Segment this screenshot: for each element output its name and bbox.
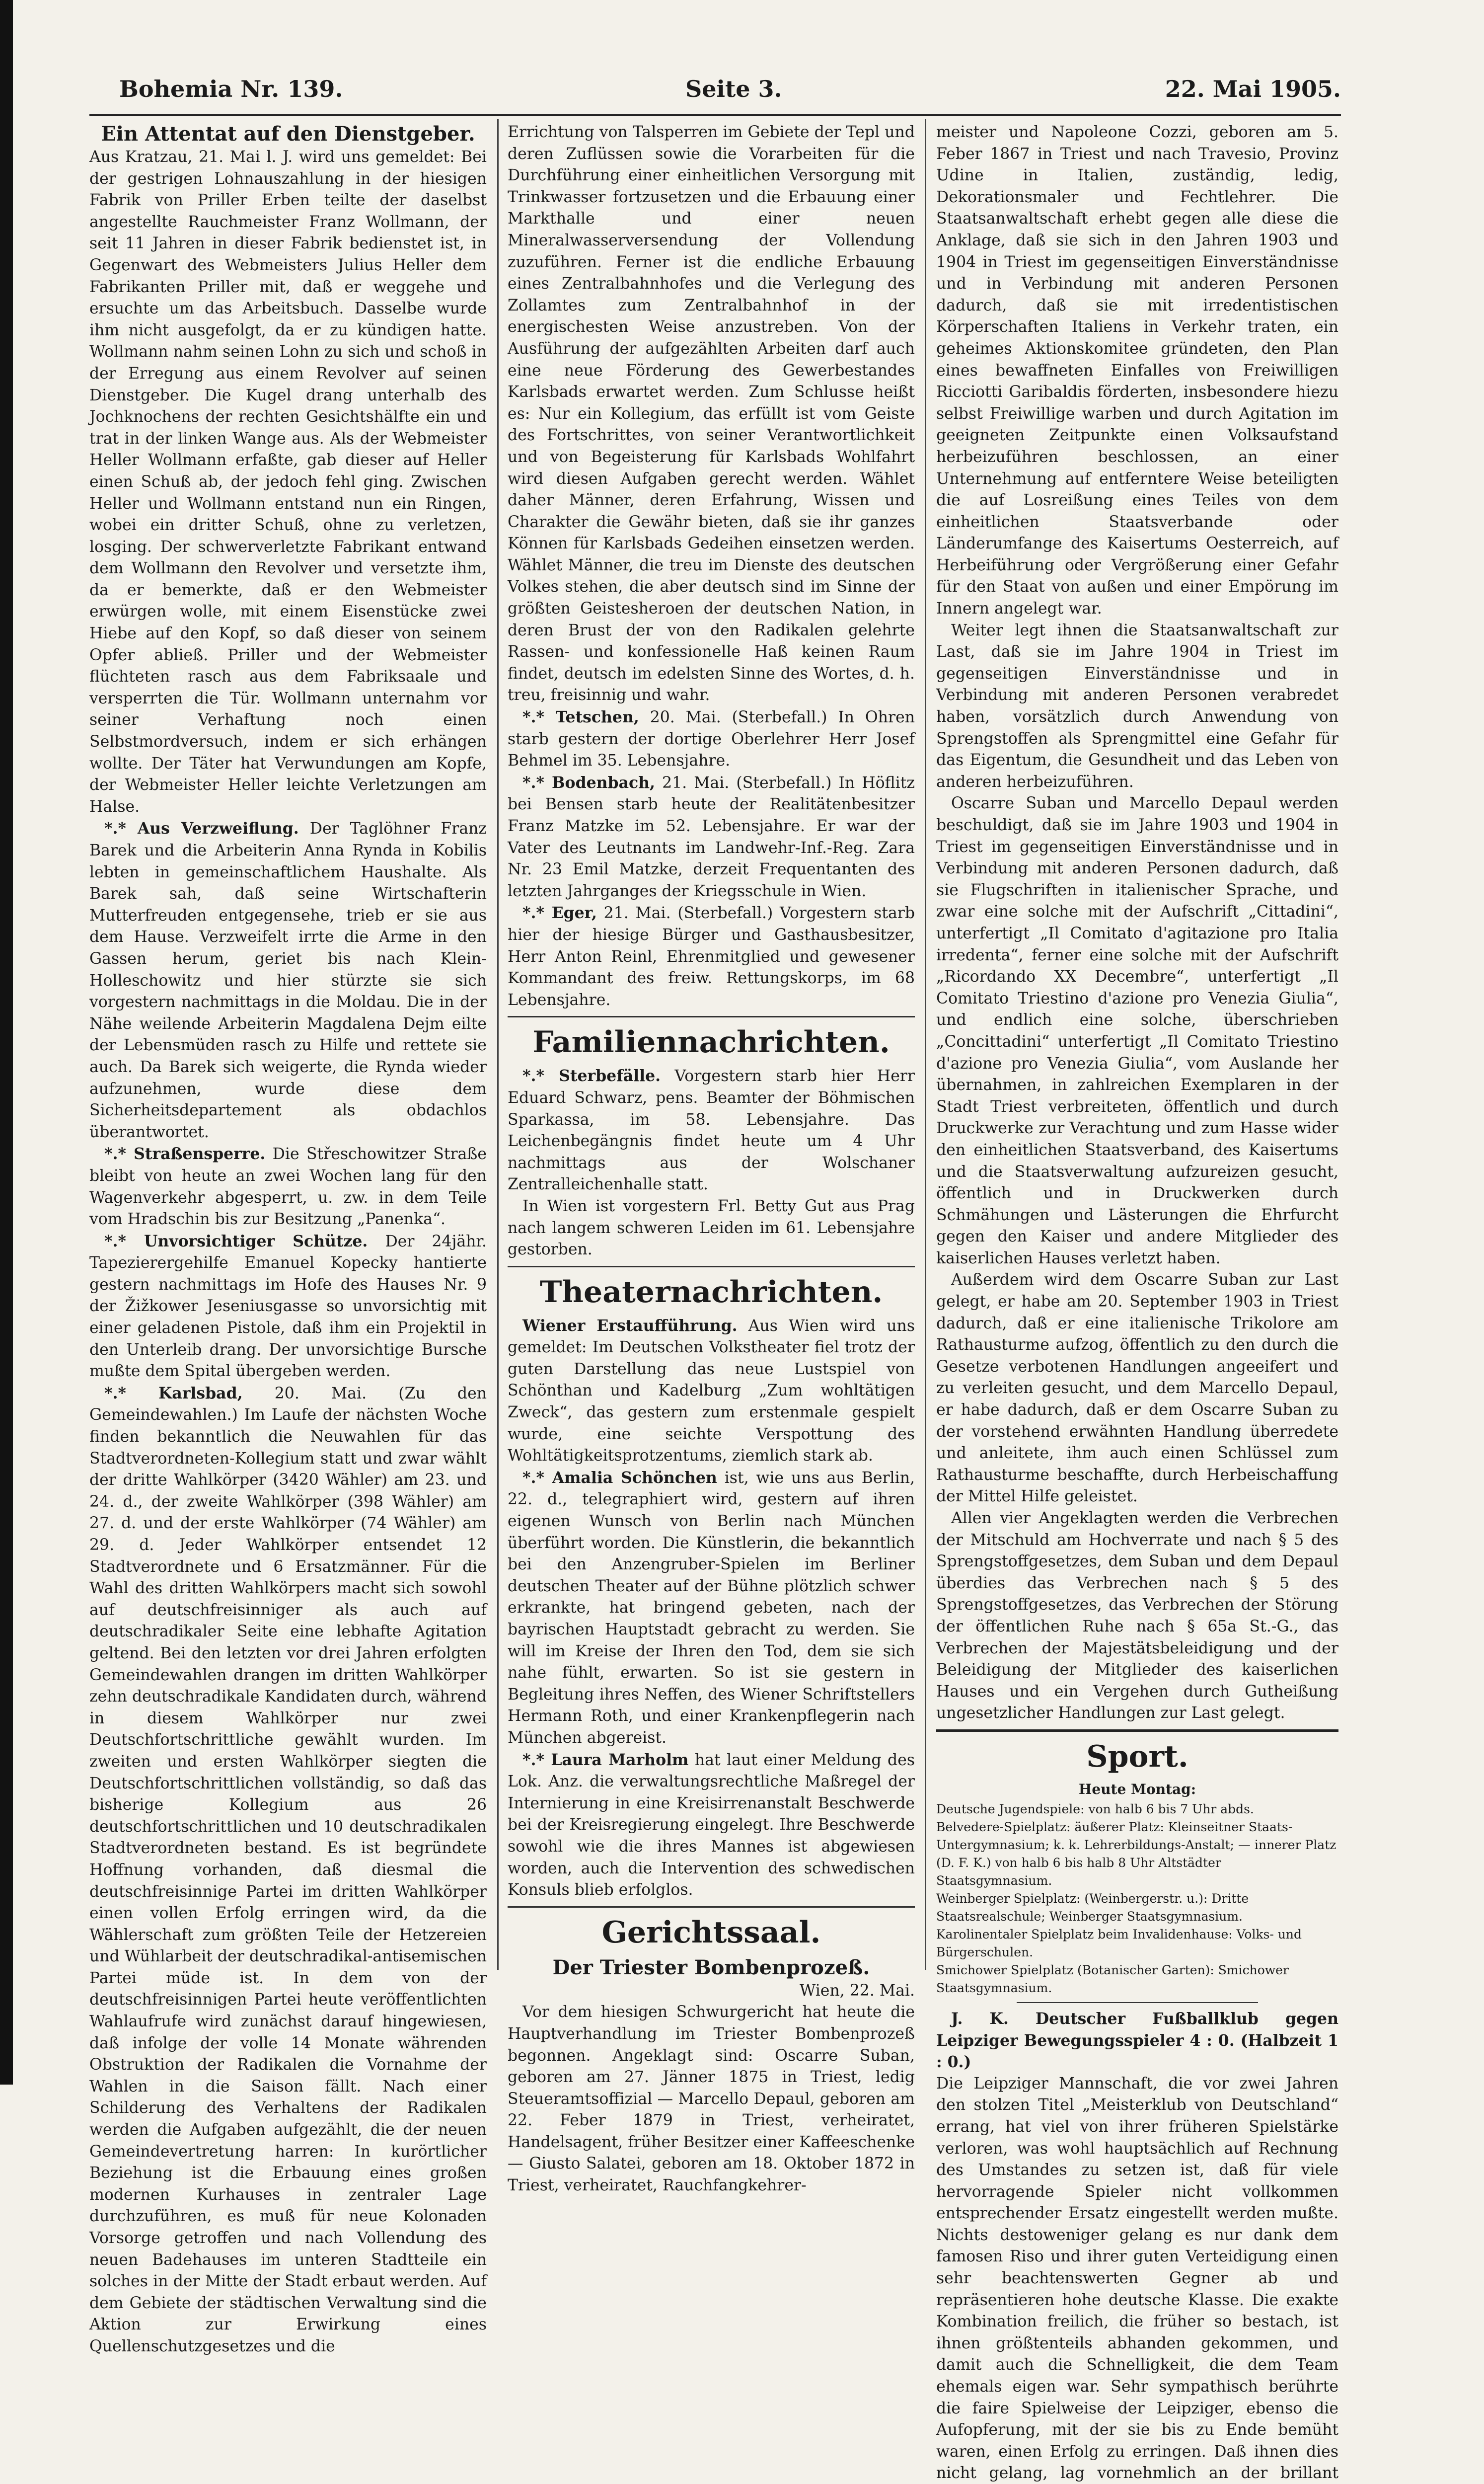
section-rule (508, 1016, 915, 1017)
article-text: hat laut einer Meldung des Lok. Anz. die verwaltungsrechtliche Maßregel der Internierung in eine Kreisirrenanstalt Beschwerde bei der Kreisregierung eingelegt. Ihre Beschwerde sowohl wie die ihres Mannes ist abgewiesen worden, auch die Intervention des schwedischen Konsuls blieb erfolglos. (508, 1751, 915, 1899)
page-header (119, 76, 1341, 110)
article-text: In Wien ist vorgestern Frl. Betty Gut aus Prag nach langem schweren Leiden im 61. Lebensjahre gestorben. (508, 1197, 915, 1259)
article: *.* Aus Verzweiflung. Der Taglöhner Franz Barek und die Arbeiterin Anna Rynda in Kobilis lebten in gemeinschaftlichem Haushalte. Als Barek sah, daß seine Wirtschafterin Mutterfreuden entgegensehe, trieb er sie aus dem Hause. Verzweifelt irrte die Arme in den Gassen herum, geriet bis nach Klein-Holleschowitz und hier stürzte sie sich vorgestern nachmittags in die Moldau. Die in der Nähe weilende Arbeiterin Magdalena Dejm eilte der Lebensmüden rasch zu Hilfe und rettete sie auch. Da Barek sich weigerte, die Rynda wieder aufzunehmen, wurde diese dem Sicherheitsdepartement als obdachlos überantwortet. (89, 819, 487, 1141)
article-title: Der Triester Bombenprozeß. (552, 1955, 870, 1979)
article-text: Die Střeschowitzer Straße bleibt von heute an zwei Wochen lang für den Wagenverkehr abgesperrt, u. zw. in dem Teile vom Hradschin bis zur Besitzung „Panenka“. (89, 1145, 487, 1229)
article-title: Aus Verzweiflung. (137, 819, 299, 838)
article: *.* Amalia Schönchen ist, wie uns aus Berlin, 22. d., telegraphiert wird, gestern auf ihren eigenen Wunsch von Berlin nach München überführt worden. Die Künstlerin, die bekanntlich bei den Anzengruber-Spielen im Berliner deutschen Theater auf der Bühne plötzlich schwer erkrankte, hat bringend gebeten, nach der bayrischen Hauptstadt gebracht zu werden. Sie will im Kreise der Ihren den Tod, dem sie sich nahe fühlt, erwarten. So ist sie gestern in Begleitung ihres Neffen, des Wiener Schriftstellers Hermann Roth, und einer Krankenpflegerin nach München abgereist. (508, 1468, 915, 1747)
article-text: 21. Mai. (Sterbefall.) In Höflitz bei Bensen starb heute der Realitätenbesitzer Franz Matzke im 52. Lebensjahre. Er war der Vater des Leutnants im Landwehr-Inf.-Reg. Zara Nr. 23 Emil Matzke, derzeit Frequentanten des letzten Jahrganges der Kriegsschule in Wien. (508, 774, 915, 900)
section-rule (508, 1266, 915, 1267)
article-title: Straßensperre. (134, 1145, 266, 1164)
header-issue: Bohemia Nr. 139. (119, 76, 343, 102)
article-text: Aus Kratzau, 21. Mai l. J. wird uns gemeldet: Bei der gestrigen Lohnauszahlung in der hiesigen Fabrik von Priller Erben teilte der daselbst angestellte Rauchmeister Franz Wollmann, der seit 11 Jahren in dieser Fabrik bedienstet ist, in Gegenwart des Webmeisters Julius Heller dem Fabrikanten Priller mit, daß er weggehe und ersuchte um das Arbeitsbuch. Dasselbe wurde ihm nicht ausgefolgt, da er zu kündigen hatte. Wollmann nahm seinen Lohn zu sich und schoß in der Erregung aus einem Revolver auf seinen Dienstgeber. Die Kugel drang unterhalb des Jochknochens der rechten Gesichtshälfte ein und trat in der linken Wange aus. Als der Webmeister Heller Wollmann erfaßte, gab dieser auf Heller einen Schuß ab, der jedoch fehl ging. Zwischen Heller und Wollmann entstand nun ein Ringen, wobei ein dritter Schuß, ohne zu verletzen, losging. Der schwerverletzte Fabrikant entwand dem Wollmann den Revolver und versetzte ihm, da er bemerkte, daß er den Webmeister erwürgen wolle, mit einem Eisenstücke zwei Hiebe auf den Kopf, so daß dieser von seinem Opfer abließ. Priller und der Webmeister flüchteten rasch aus dem Fabriksaale und versperrten die Tür. Wollmann unternahm vor seiner Verhaftung noch einen Selbstmordversuch, indem er sich erhängen wollte. Der Täter hat Verwundungen am Kopfe, der Webmeister Heller leichte Verletzungen am Halse. (89, 148, 487, 816)
book-spine (0, 0, 13, 2085)
article-title: J. K. Deutscher Fußballklub gegen Leipziger Bewegungsspieler 4 : 0. (Halbzeit 1 : 0.) (936, 2009, 1338, 2072)
section-rule (936, 1729, 1338, 1732)
section-rule (508, 1906, 915, 1908)
column-divider (925, 119, 926, 1970)
section-heading: Sport. (1086, 1739, 1188, 1774)
section-heading: Gerichtssaal. (601, 1915, 821, 1950)
article-title: Ein Attentat auf den Dienstgeber. (101, 122, 475, 146)
article-title: Tetschen, (555, 708, 639, 727)
article-text: Aus Wien wird uns gemeldet: Im Deutschen Volkstheater fiel trotz der guten Darstellung das neue Lustspiel von Schönthan und Kadelburg „Zum wohltätigen Zweck“, das gestern zum erstenmale gespielt wurde, eine seichte Verspottung des Wohltätigkeitsprotzentums, ziemlich stark ab. (508, 1317, 915, 1465)
article: *.* Eger, 21. Mai. (Sterbefall.) Vorgestern starb hier der hiesige Bürger und Gasthausbesitzer, Herr Anton Reinl, Ehrenmitglied und gewesener Kommandant des freiw. Rettungskorps, im 68 Lebensjahre. (508, 904, 915, 1009)
article-title: Amalia Schönchen (552, 1468, 717, 1487)
schedule-item: Belvedere-Spielplatz: äußerer Platz: Kleinseitner Staats-Untergymnasium; k. k. Lehrerbildungs-Anstalt; — innerer Platz (D. F. K.) von halb 6 bis halb 8 Uhr Altstädter Staatsgymnasium. (936, 1819, 1336, 1888)
schedule-item: Weinberger Spielplatz: (Weinbergerstr. u.): Dritte Staatsrealschule; Weinberger Staatsgymnasium. (936, 1891, 1249, 1924)
article-text: Weiter legt ihnen die Staatsanwaltschaft zur Last, daß sie im Jahre 1904 in Triest im gegenseitigen Einverständnisse und in Verbindung mit anderen Personen verabredet haben, vorsätzlich durch Anwendung von Sprengstoffen als Sprengmittel eine Gefahr für das Eigentum, die Gesundheit und das Leben von anderen herbeizuführen. (936, 621, 1338, 791)
column-1 (89, 122, 487, 2355)
header-rule (89, 114, 1341, 116)
article-title: Wiener Erstaufführung. (522, 1316, 738, 1335)
column-2 (508, 122, 915, 2195)
article-text: Allen vier Angeklagten werden die Verbrechen der Mitschuld am Hochverrate und nach § 5 des Sprengstoffgesetzes, dem Suban und dem Depaul überdies das Verbrechen nach § 5 des Sprengstoffgesetzes, das Verbrechen der Störung der öffentlichen Ruhe nach § 65a St.-G., das Verbrechen der Majestätsbeleidigung und der Beleidigung der Mitglieder des kaiserlichen Hauses und ein Vergehen durch Gutheißung ungesetzlicher Handlungen zur Last gelegt. (936, 1509, 1338, 1722)
article-title: Karlsbad, (158, 1384, 243, 1402)
sport-subheading: Heute Montag: (1078, 1781, 1196, 1797)
schedule-item: Smichower Spielplatz (Botanischer Garten): Smichower Staatsgymnasium. (936, 1962, 1289, 1995)
article-text: Vorgestern starb hier Herr Eduard Schwarz, pens. Beamter der Böhmischen Sparkassa, im 58. Lebensjahre. Das Leichenbegängnis findet heute um 4 Uhr nachmittags aus der Wolschaner Zentralleichenhalle statt. (508, 1067, 915, 1194)
article-text: ist, wie uns aus Berlin, 22. d., telegraphiert wird, gestern auf ihren eigenen Wunsch von Berlin nach München überführt worden. Die Künstlerin, die bekanntlich bei den Anzengruber-Spielen im Berliner deutschen Theater auf der Bühne plötzlich schwer erkrankte, hat bringend gebeten, nach der bayrischen Hauptstadt gebracht zu werden. Sie will im Kreise der Ihren den Tod, dem sie sich nahe fühlt, erwarten. So ist sie gestern in Begleitung ihres Neffen, des Wiener Schriftstellers Hermann Roth, und einer Krankenpflegerin nach München abgereist. (508, 1469, 915, 1747)
article: *.* Tetschen, 20. Mai. (Sterbefall.) In Ohren starb gestern der dortige Oberlehrer Herr Josef Behmel im 35. Lebensjahre. (508, 708, 915, 770)
article: *.* Karlsbad, 20. Mai. (Zu den Gemeindewahlen.) Im Laufe der nächsten Woche finden bekanntlich die Neuwahlen für das Stadtverordneten-Kollegium statt und zwar wählt der dritte Wahlkörper (3420 Wähler) am 23. und 24. d., der zweite Wahlkörper (398 Wähler) am 27. d. und der erste Wahlkörper (74 Wähler) am 29. d. Jeder Wahlkörper entsendet 12 Stadtverordnete und 6 Ersatzmänner. Für die Wahl des dritten Wahlkörpers macht sich sowohl auf deutschfreisinniger als auch auf deutschradikaler Seite eine lebhafte Agitation geltend. Bei den letzten vor drei Jahren erfolgten Gemeindewahlen drangen im dritten Wahlkörper zehn deutschradikale Kandidaten durch, während in diesem Wahlkörper nur zwei Deutschfortschrittliche gewählt wurden. Im zweiten und ersten Wahlkörper siegten die Deutschfortschrittlichen vollständig, so daß das bisherige Kollegium aus 26 deutschfortschrittlichen und 10 deutschradikalen Stadtverordneten bestand. Es ist begründete Hoffnung vorhanden, daß diesmal die deutschfreisinnige Partei im dritten Wahlkörper einen vollen Erfolg erringen wird, da die Wählerschaft zum größten Teile der Hetzereien und Wühlarbeit der deutschradikal-antisemischen Partei müde ist. In dem von der deutschfreisinnigen Partei heute veröffentlichten Wahlaufrufe wird zunächst darauf hingewiesen, daß infolge der volle 14 Monate währenden Obstruktion der Radikalen die Vornahme der Wahlen in die Saison fällt. Nach einer Schilderung des Verhaltens der Radikalen werden die Aufgaben aufgezählt, die der neuen Gemeindevertretung harren: In kurörtlicher Beziehung ist die Erbauung eines großen modernen Kurhauses in zentraler Lage durchzuführen, es muß für neue Kolonaden Vorsorge getroffen und nach Vollendung des neuen Badehauses im unteren Stadtteile ein solches in der Mitte der Stadt erbaut werden. Auf dem Gebiete der städtischen Verwaltung sind die Aktion zur Erwirkung eines Quellenschutzgesetzes und die (89, 1384, 487, 2355)
article-title: Bodenbach, (551, 773, 656, 792)
article: *.* Bodenbach, 21. Mai. (Sterbefall.) In Höflitz bei Bensen starb heute der Realitätenbesitzer Franz Matzke im 52. Lebensjahre. Er war der Vater des Leutnants im Landwehr-Inf.-Reg. Zara Nr. 23 Emil Matzke, derzeit Frequentanten des letzten Jahrganges der Kriegsschule in Wien. (508, 773, 915, 900)
article-title: Unvorsichtiger Schütze. (144, 1232, 368, 1250)
article: *.* Straßensperre. Die Střeschowitzer Straße bleibt von heute an zwei Wochen lang für den Wagenverkehr abgesperrt, u. zw. in dem Teile vom Hradschin bis zur Besitzung „Panenka“. (89, 1145, 487, 1229)
article-text: Der 24jähr. Tapezierergehilfe Emanuel Kopecky hantierte gestern nachmittags im Hofe des Hauses Nr. 9 der Žižkower Jeseniusgasse so unvorsichtig mit einer geladenen Pistole, daß ihm ein Projektil in den Unterleib drang. Der unvorsichtige Bursche mußte dem Spital übergeben werden. (89, 1232, 487, 1381)
section-rule (1017, 2002, 1258, 2003)
article: *.* Sterbefälle. Vorgestern starb hier Herr Eduard Schwarz, pens. Beamter der Böhmischen Sparkassa, im 58. Lebensjahre. Das Leichenbegängnis findet heute um 4 Uhr nachmittags aus der Wolschaner Zentralleichenhalle statt. (508, 1067, 915, 1194)
schedule-item: Karolinentaler Spielplatz beim Invalidenhause: Volks- und Bürgerschulen. (936, 1927, 1302, 1959)
article-text: Der Taglöhner Franz Barek und die Arbeiterin Anna Rynda in Kobilis lebten in gemeinschaftlichem Haushalte. Als Barek sah, daß seine Wirtschafterin Mutterfreuden entgegensehe, trieb er sie aus dem Hause. Verzweifelt irrte die Arme in den Gassen herum, geriet bis nach Klein-Holleschowitz und hier stürzte sie sich vorgestern nachmittags in die Moldau. Die in der Nähe weilende Arbeiterin Magdalena Dejm eilte der Lebensmüden rasch zu Hilfe und rettete sie auch. Da Barek sich weigerte, die Rynda wieder aufzunehmen, wurde diese dem Sicherheitsdepartement als obdachlos überantwortet. (89, 820, 487, 1141)
article-dateline: Wien, 22. Mai. (799, 1981, 915, 2000)
article: *.* Laura Marholm hat laut einer Meldung des Lok. Anz. die verwaltungsrechtliche Maßregel der Internierung in eine Kreisirrenanstalt Beschwerde bei der Kreisregierung eingelegt. Ihre Beschwerde sowohl wie die ihres Mannes ist abgewiesen worden, auch die Intervention des schwedischen Konsuls blieb erfolglos. (508, 1750, 915, 1899)
article-title: Laura Marholm (551, 1750, 689, 1769)
article-text: 21. Mai. (Sterbefall.) Vorgestern starb hier der hiesige Bürger und Gasthausbesitzer, Herr Anton Reinl, Ehrenmitglied und gewesener Kommandant des freiw. Rettungskorps, im 68 Lebensjahre. (508, 904, 915, 1009)
section-heading: Theaternachrichten. (539, 1274, 883, 1310)
sport-schedule (936, 1800, 1338, 1997)
column-divider (497, 119, 499, 1970)
schedule-item: Deutsche Jugendspiele: von halb 6 bis 7 Uhr abds. (936, 1801, 1254, 1816)
section-heading: Familiennachrichten. (532, 1025, 890, 1060)
article (508, 1315, 915, 1467)
article-continuation: meister und Napoleone Cozzi, geboren am 5. Feber 1867 in Triest und nach Travesio, Provinz Udine in Italien, zuständig, ledig, Dekorationsmaler und Fechtlehrer. Die Staatsanwaltschaft erhebt gegen alle diese die Anklage, daß sie sich in den Jahren 1903 und 1904 in Triest im gegenseitigen Einverständnisse und in Verbindung mit anderen Personen dadurch, daß sie mit irredentistischen Körperschaften Italiens in Verkehr traten, ein geheimes Aktionskomitee gründeten, den Plan eines bewaffneten Einfalles von Freiwilligen Ricciotti Garibaldis förderten, insbesondere hiezu selbst Freiwillige warben und durch Agitation im geeigneten Zeitpunkte einen Volksaufstand herbeizuführen beschlossen, an einer Unternehmung auf entferntere Weise beteiligten die auf Losreißung eines Teiles von dem einheitlichen Staatsverbande oder Länderumfange des Kaisertums Oesterreich, auf Herbeiführung oder Vergrößerung einer Gefahr für den Staat von außen und einer Empörung im Innern angelegt war. (936, 123, 1338, 618)
column-3 (936, 122, 1338, 2483)
article-text: Außerdem wird dem Oscarre Suban zur Last gelegt, er habe am 20. September 1903 in Triest dadurch, daß er eine italienische Trikolore am Rathausturme aufzog, öffentlich zu den durch die Gesetze verbotenen Handlungen angeeifert und zu verleiten gesucht, und dem Marcello Depaul, er habe dadurch, daß er dem Oscarre Suban zu der vorstehend erwähnten Handlung überredete und anleitete, ihm auch einen Schlüssel zum Rathausturme beschaffte, durch Herbeischaffung der Mittel Hilfe geleistet. (936, 1271, 1338, 1506)
article-title: Eger, (551, 904, 597, 923)
article-text: Vor dem hiesigen Schwurgericht hat heute die Hauptverhandlung im Triester Bombenprozeß begonnen. Angeklagt sind: Oscarre Suban, geboren am 27. Jänner 1875 in Triest, ledig Steueramtsoffizial — Marcello Depaul, geboren am 22. Feber 1879 in Triest, verheiratet, Handelsagent, früher Besitzer einer Kaffeeschenke — Giusto Salatei, geboren am 18. Oktober 1872 in Triest, verheiratet, Rauchfangkehrer- (508, 2003, 915, 2195)
article-text: 20. Mai. (Sterbefall.) In Ohren starb gestern der dortige Oberlehrer Herr Josef Behmel im 35. Lebensjahre. (508, 708, 915, 770)
article-text: Die Leipziger Mannschaft, die vor zwei Jahren den stolzen Titel „Meisterklub von Deutschland“ errang, hat viel von ihrer früheren Spielstärke verloren, was wohl hauptsächlich auf Rechnung des Umstandes zu setzen ist, daß für viele hervorragende Spieler nicht vollkommen entsprechender Ersatz eingestellt werden mußte. Nichts destoweniger gelang es nur dank dem famosen Riso und ihrer guten Verteidigung einen sehr beachtenswerten Gegner ab und repräsentieren hohe deutsche Klasse. Die exakte Kombination freilich, die früher so bestach, ist ihnen größtenteils abhanden gekommen, und damit auch die Schnelligkeit, die dem Team ehemals eigen war. Sehr sympathisch berührte die faire Spielweise der Leipziger, ebenso die Aufopferung, mit der sie bis zu Ende bemüht waren, einen Erfolg zu erringen. Daß ihnen dies nicht gelang, lag vornehmlich an der brillant (936, 2074, 1338, 2483)
article-text: Oscarre Suban und Marcello Depaul werden beschuldigt, daß sie im Jahre 1903 und 1904 in Triest im gegenseitigen Einverständnisse und in Verbindung mit anderen Personen dadurch, daß sie Flugschriften in italienischer Sprache, und zwar eine solche mit der Aufschrift „Cittadini“, unterfertigt „Il Comitato d'agitazione pro Italia irredenta“, ferner eine solche mit der Aufschrift „Ricordando XX Decembre“, unterfertigt „Il Comitato Triestino d'azione pro Venezia Giulia“, und endlich eine solche, überschrieben „Concittadini“ unterfertigt „Il Comitato Triestino d'azione pro Venezia Giulia“, vom Auslande her übernahmen, in zahlreichen Exemplaren in der Stadt Triest verbreiteten, öffentlich und durch Druckwerke zur Verachtung und zum Hasse wider den einheitlichen Staatsverband, des Kaisertums und die Staatsverwaltung aufzureizen gesucht, öffentlich und in Druckwerken durch Schmähungen und Lästerungen die Ehrfurcht gegen den Kaiser und andere Mitglieder des kaiserlichen Hauses verletzt haben. (936, 794, 1338, 1267)
header-date: 22. Mai 1905. (1165, 76, 1341, 102)
header-page-number: Seite 3. (685, 76, 782, 102)
article-title: Sterbefälle. (559, 1067, 661, 1086)
article-text: 20. Mai. (Zu den Gemeindewahlen.) Im Laufe der nächsten Woche finden bekanntlich die Neuwahlen für das Stadtverordneten-Kollegium statt und zwar wählt der dritte Wahlkörper (3420 Wähler) am 23. und 24. d., der zweite Wahlkörper (398 Wähler) am 27. d. und der erste Wahlkörper (74 Wähler) am 29. d. Jeder Wahlkörper entsendet 12 Stadtverordnete und 6 Ersatzmänner. Für die Wahl des dritten Wahlkörpers macht sich sowohl auf deutschfreisinniger als auch auf deutschradikaler Seite eine lebhafte Agitation geltend. Bei den letzten vor drei Jahren erfolgten Gemeindewahlen drangen im dritten Wahlkörper zehn deutschradikale Kandidaten durch, während in diesem Wahlkörper nur zwei Deutschfortschrittliche gewählt wurden. Im zweiten und ersten Wahlkörper siegten die Deutschfortschrittlichen vollständig, so daß das bisherige Kollegium aus 26 deutschfortschrittlichen und 10 deutschradikalen Stadtverordneten bestand. Es ist begründete Hoffnung vorhanden, daß diesmal die deutschfreisinnige Partei im dritten Wahlkörper einen vollen Erfolg erringen wird, da die Wählerschaft zum größten Teile der Hetzereien und Wühlarbeit der deutschradikal-antisemischen Partei müde ist. In dem von der deutschfreisinnigen Partei heute veröffentlichten Wahlaufrufe wird zunächst darauf hingewiesen, daß infolge der volle 14 Monate währenden Obstruktion der Radikalen die Vornahme der Wahlen in die Saison fällt. Nach einer Schilderung des Verhaltens der Radikalen werden die Aufgaben aufgezählt, die der neuen Gemeindevertretung harren: In kurörtlicher Beziehung ist die Erbauung eines großen modernen Kurhauses in zentraler Lage durchzuführen, es muß für neue Kolonaden Vorsorge getroffen und nach Vollendung des neuen Badehauses im unteren Stadtteile ein solches in der Mitte der Stadt erbaut werden. Auf dem Gebiete der städtischen Verwaltung sind die Aktion zur Erwirkung eines Quellenschutzgesetzes und die (89, 1384, 487, 2355)
article-continuation: Errichtung von Talsperren im Gebiete der Tepl und deren Zuflüssen sowie die Vorarbeiten für die Durchführung einer einheitlichen Versorgung mit Trinkwasser fortzusetzen und die Erbauung einer Markthalle und einer neuen Mineralwasserversendung der Vollendung zuzuführen. Ferner ist die endliche Erbauung eines Zentralbahnhofes und die Verlegung des Zollamtes zum Zentralbahnhof in der energischesten Weise anzustreben. Von der Ausführung der aufgezählten Arbeiten darf auch eine neue Förderung des Gewerbestandes Karlsbads erwartet werden. Zum Schlusse heißt es: Nur ein Kollegium, das erfüllt ist vom Geiste des Fortschrittes, von seiner Verantwortlichkeit und von Begeisterung für Karlsbads Wohlfahrt wird diesen Aufgaben gerecht werden. Wählet daher Männer, deren Erfahrung, Wissen und Charakter die Gewähr bieten, daß sie ihr ganzes Können für Karlsbads Gedeihen einsetzen werden. Wählet Männer, die treu im Dienste des deutschen Volkes stehen, die aber deutsch sind im Sinne der größten Geistesheroen der deutschen Nation, in deren Brust der von den Radikalen gelehrte Rassen- und konfessionelle Haß keinen Raum findet, deutsch im edelsten Sinne des Wortes, d. h. treu, freisinnig und wahr. (508, 123, 915, 704)
article: *.* Unvorsichtiger Schütze. Der 24jähr. Tapezierergehilfe Emanuel Kopecky hantierte gestern nachmittags im Hofe des Hauses Nr. 9 der Žižkower Jeseniusgasse so unvorsichtig mit einer geladenen Pistole, daß ihm ein Projektil in den Unterleib drang. Der unvorsichtige Bursche mußte dem Spital übergeben werden. (89, 1232, 487, 1381)
